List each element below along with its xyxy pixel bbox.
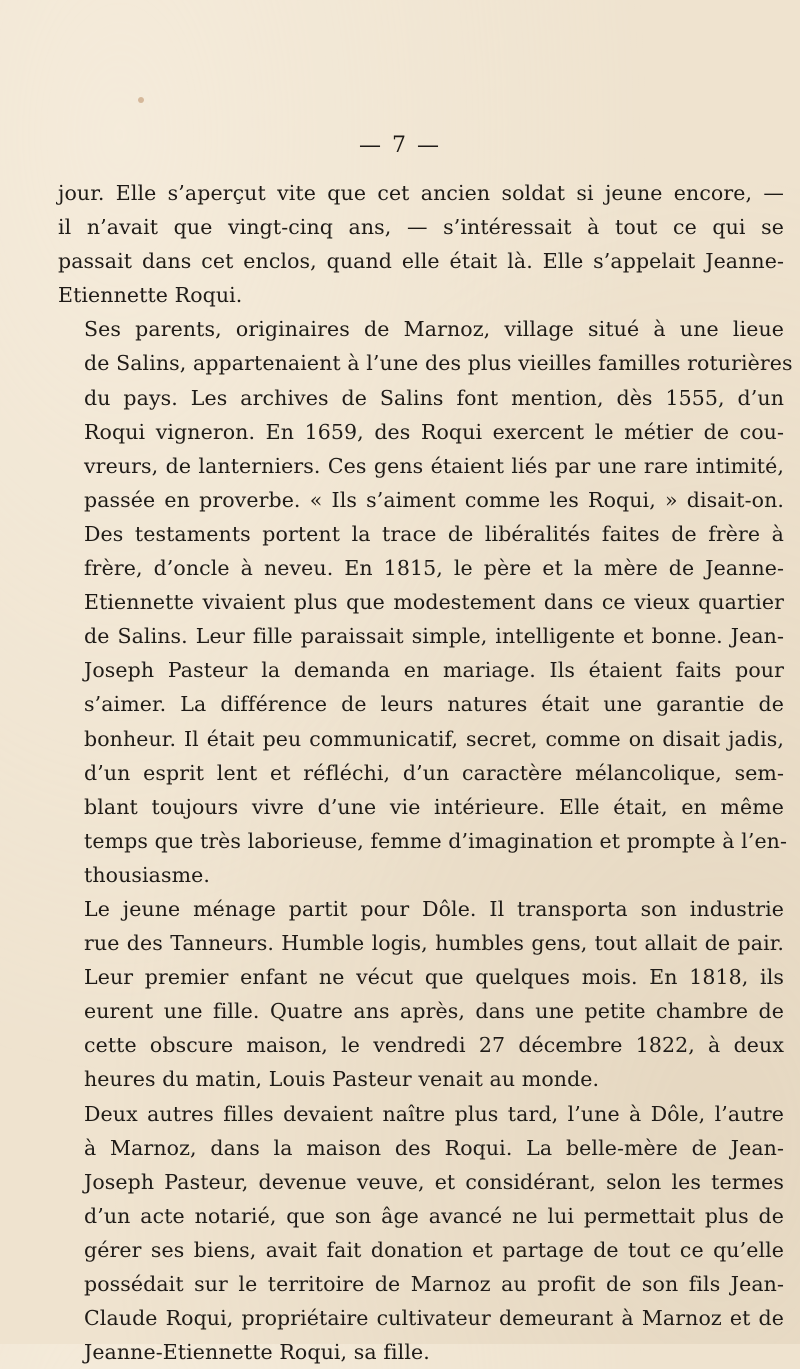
text-line: Joseph Pasteur, devenue veuve, et considérant, selon les termes: [84, 1169, 784, 1194]
paragraph-2: [58, 312, 793, 892]
text-line: blant toujours vivre d’une vie intérieure. Elle était, en même: [84, 794, 784, 819]
text-line: d’un esprit lent et réfléchi, d’un caractère mélancolique, sem-: [84, 760, 784, 785]
text-line: de Salins, appartenaient à l’une des plus vieilles familles roturières: [84, 351, 793, 376]
text-line: Roqui vigneron. En 1659, des Roqui exercent le métier de cou-: [84, 419, 784, 444]
text-line: possédait sur le territoire de Marnoz au profit de son fils Jean-: [84, 1272, 784, 1296]
text-line: cette obscure maison, le vendredi 27 décembre 1822, à deux: [84, 1033, 784, 1058]
body-text: [58, 176, 793, 1369]
page-number: — 7 —: [359, 133, 441, 158]
text-line: temps que très laborieuse, femme d’imagination et prompte à l’en-: [84, 828, 787, 853]
text-line: d’un acte notarié, que son âge avancé ne lui permettait plus de: [84, 1203, 784, 1228]
text-line: passée en proverbe. « Ils s’aiment comme les Roqui, » disait-on.: [84, 487, 784, 512]
text-line: Etiennette vivaient plus que modestement dans ce vieux quartier: [84, 590, 784, 615]
text-line: frère, d’oncle à neveu. En 1815, le père et la mère de Jeanne-: [84, 556, 784, 581]
text-line: à Marnoz, dans la maison des Roqui. La belle-mère de Jean-: [84, 1135, 784, 1160]
text-line: passait dans cet enclos, quand elle était là. Elle s’appelait Jeanne-: [58, 249, 784, 274]
text-line: bonheur. Il était peu communicatif, secret, comme on disait jadis,: [84, 726, 784, 751]
paragraph-1: [58, 176, 784, 312]
paper-speck: [138, 97, 144, 103]
text-line: heures du matin, Louis Pasteur venait au monde.: [84, 1067, 600, 1092]
paragraph-4: [58, 1097, 784, 1369]
text-line: du pays. Les archives de Salins font mention, dès 1555, d’un: [84, 385, 784, 410]
text-line: Leur premier enfant ne vécut que quelques mois. En 1818, ils: [84, 965, 784, 990]
text-line: Claude Roqui, propriétaire cultivateur demeurant à Marnoz et de: [84, 1306, 784, 1331]
text-line: Ses parents, originaires de Marnoz, village situé à une lieue: [84, 317, 784, 342]
text-line: de Salins. Leur fille paraissait simple, intelligente et bonne. Jean-: [84, 624, 784, 649]
text-line: eurent une fille. Quatre ans après, dans une petite chambre de: [84, 999, 784, 1024]
text-line: gérer ses biens, avait fait donation et partage de tout ce qu’elle: [84, 1237, 784, 1262]
text-line: Le jeune ménage partit pour Dôle. Il transporta son industrie: [84, 896, 784, 921]
text-line: Etiennette Roqui.: [58, 283, 243, 308]
text-line: s’aimer. La différence de leurs natures était une garantie de: [84, 692, 784, 717]
text-line: jour. Elle s’aperçut vite que cet ancien soldat si jeune encore, —: [58, 181, 784, 205]
text-line: Deux autres filles devaient naître plus tard, l’une à Dôle, l’autre: [84, 1101, 784, 1126]
text-line: il n’avait que vingt-cinq ans, — s’intéressait à tout ce qui se: [58, 215, 784, 240]
text-line: Des testaments portent la trace de libéralités faites de frère à: [84, 521, 784, 546]
text-line: vreurs, de lanterniers. Ces gens étaient liés par une rare intimité,: [84, 453, 784, 478]
text-line: Jeanne-Etiennette Roqui, sa fille.: [84, 1340, 430, 1365]
text-line: Joseph Pasteur la demanda en mariage. Ils étaient faits pour: [84, 658, 784, 683]
paragraph-3: [58, 892, 784, 1097]
text-line: thousiasme.: [84, 862, 210, 887]
text-line: rue des Tanneurs. Humble logis, humbles gens, tout allait de pair.: [84, 931, 784, 956]
